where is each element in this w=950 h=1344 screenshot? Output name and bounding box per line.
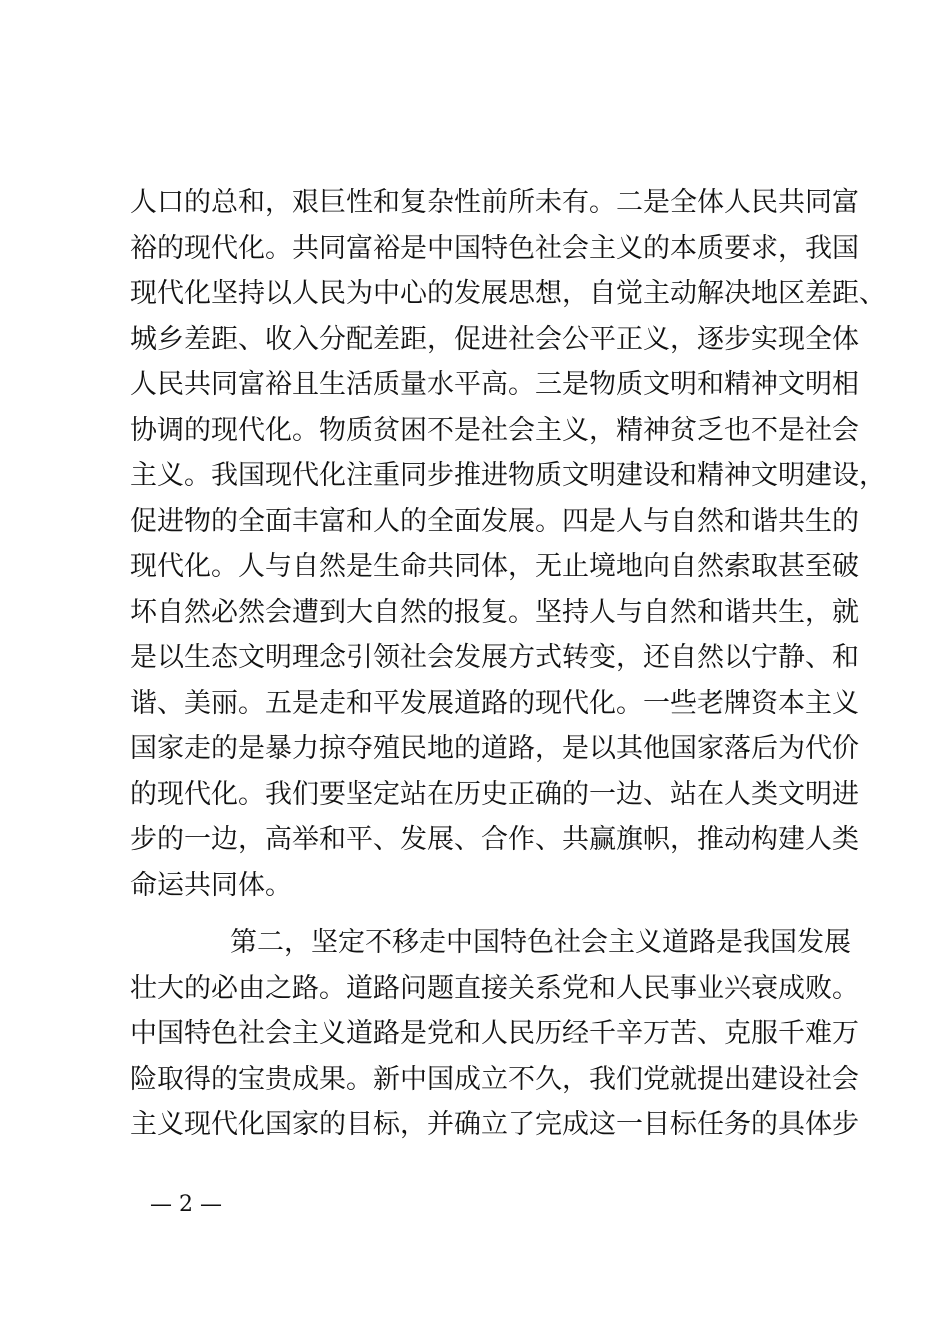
page-number: — 2 — xyxy=(150,1192,222,1217)
text-line: 壮大的必由之路。道路问题直接关系党和人民事业兴衰成败。 xyxy=(130,972,859,1004)
text-line: 城乡差距、收入分配差距，促进社会公平正义，逐步实现全体 xyxy=(130,323,859,355)
text-line: 协调的现代化。物质贫困不是社会主义，精神贫乏也不是社会 xyxy=(130,414,859,446)
paragraph-spacer xyxy=(130,908,830,920)
text-line: 主义现代化国家的目标，并确立了完成这一目标任务的具体步 xyxy=(130,1109,859,1140)
text-line: 现代化坚持以人民为中心的发展思想，自觉主动解决地区差距、 xyxy=(130,278,886,309)
text-line: 命运共同体。 xyxy=(130,869,292,901)
text-line: 谐、美丽。五是走和平发展道路的现代化。一些老牌资本主义 xyxy=(130,687,859,719)
text-line: 现代化。人与自然是生命共同体，无止境地向自然索取甚至破 xyxy=(130,551,859,582)
text-line: 人民共同富裕且生活质量水平高。三是物质文明和精神文明相 xyxy=(130,369,859,400)
body-text xyxy=(130,180,886,1148)
text-line: 促进物的全面丰富和人的全面发展。四是人与自然和谐共生的 xyxy=(130,505,859,537)
text-line: 中国特色社会主义道路是党和人民历经千辛万苦、克服千难万 xyxy=(130,1018,859,1049)
text-line: 裕的现代化。共同富裕是中国特色社会主义的本质要求，我国 xyxy=(130,232,859,264)
text-line: 主义。我国现代化注重同步推进物质文明建设和精神文明建设， xyxy=(130,460,886,491)
text-line: 人口的总和，艰巨性和复杂性前所未有。二是全体人民共同富 xyxy=(130,187,859,218)
text-line: 险取得的宝贵成果。新中国成立不久，我们党就提出建设社会 xyxy=(130,1063,859,1095)
text-line: 是以生态文明理念引领社会发展方式转变，还自然以宁静、和 xyxy=(130,642,859,673)
text-line: 坏自然必然会遭到大自然的报复。坚持人与自然和谐共生，就 xyxy=(130,596,859,628)
text-line: 的现代化。我们要坚定站在历史正确的一边、站在人类文明进 xyxy=(130,778,859,810)
paragraph-1 xyxy=(130,180,886,908)
paragraph-2 xyxy=(130,920,859,1148)
text-line: 国家走的是暴力掠夺殖民地的道路，是以其他国家落后为代价 xyxy=(130,733,859,764)
text-line: 第二，坚定不移走中国特色社会主义道路是我国发展 xyxy=(230,927,851,958)
text-line: 步的一边，高举和平、发展、合作、共赢旗帜，推动构建人类 xyxy=(130,824,859,855)
